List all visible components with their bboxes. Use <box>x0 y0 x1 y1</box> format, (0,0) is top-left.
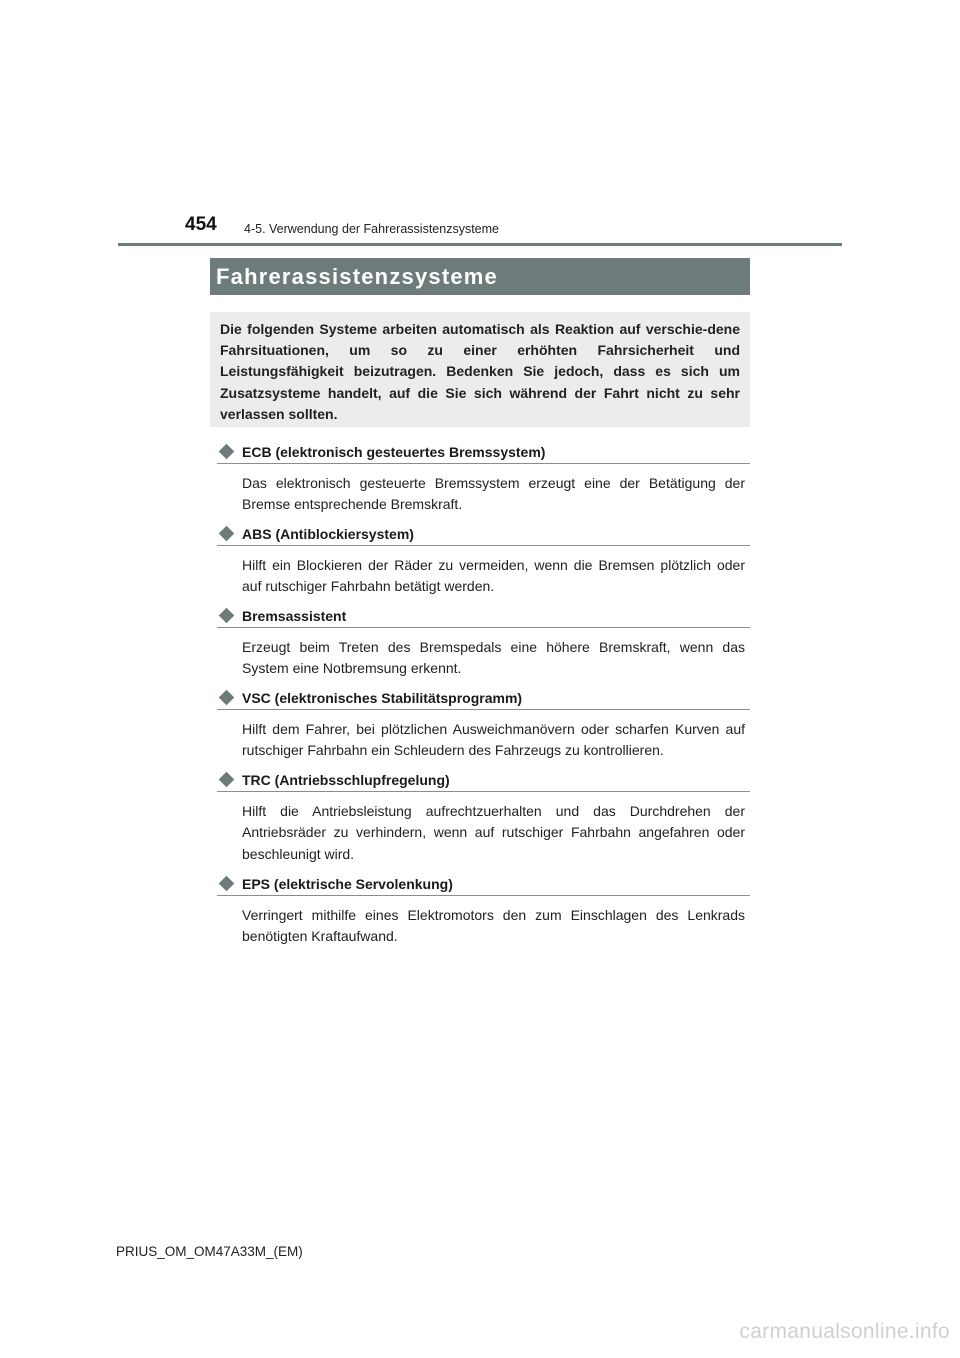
section-heading <box>217 872 750 896</box>
section-body: Hilft die Antriebsleistung aufrechtzuerhalten und das Durchdrehen der Antriebsräder zu verhindern, wenn auf rutschiger Fahrbahn angefahren oder beschleunigt wird. <box>242 803 745 862</box>
intro-box <box>210 312 750 427</box>
page-title: Fahrerassistenzsysteme <box>216 263 498 289</box>
section-ecb <box>217 440 750 516</box>
section-title: VSC (elektronisches Stabilitätsprogramm) <box>242 689 523 706</box>
section-bremsassistent <box>217 604 750 680</box>
intro-text: Die folgenden Systeme arbeiten automatisch als Reaktion auf verschie-dene Fahrsituationen, um so zu einer erhöhten Fahrsicherheit und Leistungsfähigkeit beizutragen. Bedenken Sie jedoch, dass es sich um Zusatzsysteme handelt, auf die Sie sich während der Fahrt nicht zu sehr verlassen sollten. <box>220 321 740 422</box>
section-eps <box>217 872 750 948</box>
header-divider <box>118 243 842 246</box>
section-body: Verringert mithilfe eines Elektromotors den zum Einschlagen des Lenkrads benötigten Kraftaufwand. <box>242 907 745 945</box>
section-title: ECB (elektronisch gesteuertes Bremssystem) <box>242 443 546 460</box>
page-number: 454 <box>185 214 217 235</box>
section-body: Erzeugt beim Treten des Bremspedals eine höhere Bremskraft, wenn das System eine Notbremsung erkennt. <box>242 639 745 677</box>
section-heading <box>217 522 750 546</box>
section-heading <box>217 768 750 792</box>
section-title: ABS (Antiblockiersystem) <box>242 525 414 542</box>
watermark: carmanualsonline.info <box>739 1320 950 1343</box>
section-title: TRC (Antriebsschlupfregelung) <box>242 771 450 788</box>
section-vsc <box>217 686 750 762</box>
section-heading <box>217 686 750 710</box>
diamond-bullet-icon <box>219 690 235 706</box>
section-trc <box>217 768 750 865</box>
page-title-bar <box>210 258 750 295</box>
diamond-bullet-icon <box>219 608 235 624</box>
section-title: Bremsassistent <box>242 607 347 624</box>
diamond-bullet-icon <box>219 444 235 460</box>
section-body: Hilft ein Blockieren der Räder zu vermeiden, wenn die Bremsen plötzlich oder auf rutschiger Fahrbahn betätigt werden. <box>242 557 745 595</box>
diamond-bullet-icon <box>219 876 235 892</box>
section-reference: 4-5. Verwendung der Fahrerassistenzsysteme <box>244 222 499 236</box>
section-heading <box>217 604 750 628</box>
section-abs <box>217 522 750 598</box>
section-title: EPS (elektrische Servolenkung) <box>242 875 453 892</box>
section-body: Das elektronisch gesteuerte Bremssystem erzeugt eine der Betätigung der Bremse entsprechende Bremskraft. <box>242 475 745 513</box>
diamond-bullet-icon <box>219 772 235 788</box>
diamond-bullet-icon <box>219 526 235 542</box>
section-heading <box>217 440 750 464</box>
document-code: PRIUS_OM_OM47A33M_(EM) <box>116 1244 303 1259</box>
section-body: Hilft dem Fahrer, bei plötzlichen Ausweichmanövern oder scharfen Kurven auf rutschiger Fahrbahn ein Schleudern des Fahrzeugs zu kontrollieren. <box>242 721 745 759</box>
